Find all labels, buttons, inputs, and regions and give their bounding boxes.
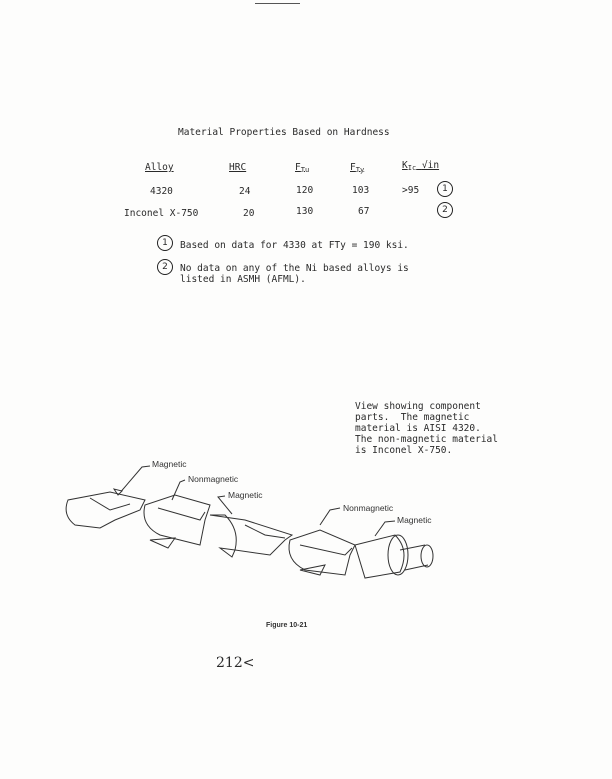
- label-magnetic: Magnetic: [152, 459, 187, 469]
- footnote-marker: 1: [157, 235, 173, 251]
- note-marker: 2: [437, 202, 453, 218]
- leader-line: [118, 466, 150, 495]
- fty-main: F: [350, 162, 356, 173]
- leader-line: [320, 508, 340, 525]
- kic-main: K: [402, 160, 408, 171]
- note-marker: 1: [437, 181, 453, 197]
- footnote-1: Based on data for 4330 at FTy = 190 ksi.: [180, 240, 409, 251]
- page-number: 212<: [216, 655, 255, 671]
- cell-hrc: 24: [239, 186, 251, 197]
- fty-sub: Ty: [355, 166, 365, 174]
- cell-alloy: Inconel X-750: [124, 208, 199, 219]
- cell-ftu: 130: [296, 206, 314, 217]
- header-hrc: HRC: [229, 162, 247, 173]
- cell-hrc: 20: [243, 208, 255, 219]
- table-title: Material Properties Based on Hardness: [178, 127, 390, 138]
- footnote-marker: 2: [157, 259, 173, 275]
- label-nonmagnetic: Nonmagnetic: [188, 474, 239, 484]
- label-nonmagnetic: Nonmagnetic: [343, 503, 394, 513]
- ftu-sub: Tu: [300, 166, 310, 174]
- part-magnetic-3: [355, 535, 404, 578]
- header-alloy: Alloy: [145, 162, 174, 173]
- cell-fty: 103: [352, 185, 370, 196]
- part-magnetic-1: [66, 492, 145, 528]
- cell-ftu: 120: [296, 185, 314, 196]
- cell-fty: 67: [358, 206, 370, 217]
- figure-title: Figure 10-21: [266, 622, 308, 629]
- kic-unit: √in: [421, 160, 440, 171]
- label-magnetic: Magnetic: [228, 490, 263, 500]
- figure-caption-text: View showing component parts. The magnetic material is AISI 4320. The non-magnetic material is Inconel X-750.: [355, 401, 498, 456]
- part-nonmagnetic-2: [289, 530, 355, 575]
- leader-line: [375, 521, 395, 536]
- kic-sub: Ic: [407, 164, 417, 172]
- ftu-main: F: [295, 162, 301, 173]
- part-magnetic-2: [210, 515, 292, 555]
- cell-kic: >95: [402, 185, 420, 196]
- footnote-2-line2: listed in ASMH (AFML).: [180, 274, 306, 285]
- label-magnetic: Magnetic: [397, 515, 432, 525]
- footnote-2-line1: No data on any of the Ni based alloys is: [180, 263, 409, 274]
- cell-alloy: 4320: [150, 186, 173, 197]
